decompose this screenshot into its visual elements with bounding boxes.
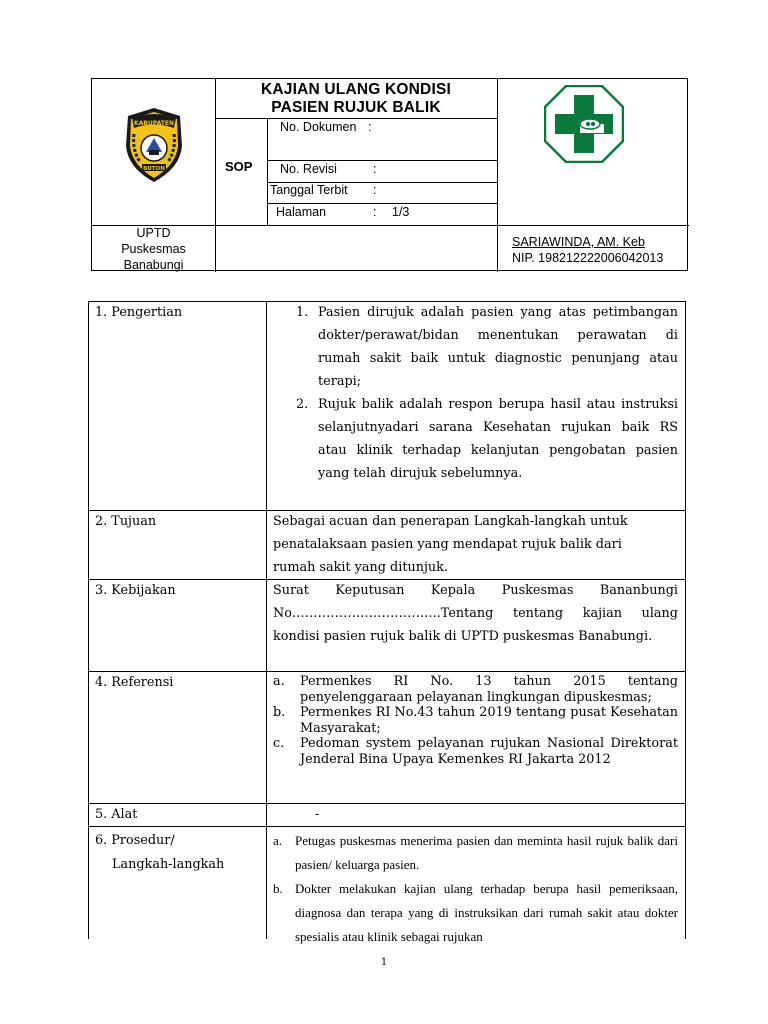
- tujuan-text: Sebagai acuan dan penerapan Langkah-langkah untuk penatalaksaan pasien yang mendapat rujuk balik dari rumah sakit yang ditunjuk.: [273, 514, 628, 575]
- svg-text:KABUPATEN: KABUPATEN: [134, 120, 174, 127]
- org-line-2: Puskesmas: [121, 242, 186, 256]
- list-item: [273, 877, 678, 949]
- label-referensi: 4. Referensi: [95, 675, 174, 690]
- field-sep: :: [368, 120, 372, 134]
- header-divider: [267, 203, 497, 204]
- list-number: 2.: [296, 397, 309, 412]
- puskesmas-logo: [544, 85, 624, 163]
- list-text: Permenkes RI No. 13 tahun 2015 tentang penyelenggaraan pelayanan lingkungan dipuskesmas;: [300, 674, 678, 705]
- list-text: Permenkes RI No.43 tahun 2019 tentang pusat Kesehatan Masyarakat;: [300, 705, 678, 736]
- list-item: [273, 736, 678, 767]
- sop-content-table: [88, 301, 686, 944]
- field-sep: :: [373, 205, 377, 219]
- signer-block: [512, 234, 663, 266]
- content-pengertian: [273, 301, 678, 485]
- field-value-halaman: 1/3: [392, 205, 410, 219]
- list-item: [273, 829, 678, 877]
- label-prosedur-line-1: 6. Prosedur/: [95, 833, 175, 848]
- content-tujuan: [273, 510, 678, 579]
- row-divider: [88, 671, 686, 672]
- list-letter: b.: [273, 881, 283, 896]
- label-tujuan: 2. Tujuan: [95, 514, 157, 529]
- kebijakan-text: Surat Keputusan Kepala Puskesmas Bananbungi No……………………………..Tentang tentang kajian ulang kondisi pasien rujuk balik di UPTD puskesmas Banabungi.: [273, 583, 678, 644]
- list-number: 1.: [296, 305, 309, 320]
- field-label-no-revisi: No. Revisi: [280, 162, 337, 176]
- title-line-2: PASIEN RUJUK BALIK: [271, 99, 441, 116]
- header-divider: [267, 118, 268, 225]
- row-divider: [88, 803, 686, 804]
- organization-name: [92, 225, 215, 273]
- row-divider: [88, 826, 686, 827]
- sop-header-table: [91, 78, 688, 271]
- org-line-1: UPTD: [136, 226, 171, 240]
- label-kebijakan: 3. Kebijakan: [95, 583, 176, 598]
- label-alat: 5. Alat: [95, 807, 138, 822]
- page-number: 1: [380, 957, 388, 968]
- svg-text:BUTON: BUTON: [143, 166, 165, 172]
- header-divider: [215, 118, 497, 119]
- list-letter: c.: [273, 736, 285, 751]
- alat-value: -: [315, 807, 320, 822]
- list-text: Pedoman system pelayanan rujukan Nasional Direktorat Jenderal Bina Upaya Kemenkes RI Jakarta 2012: [300, 736, 678, 767]
- field-sep: :: [373, 183, 377, 197]
- list-item: [273, 674, 678, 705]
- column-divider: [266, 301, 267, 939]
- document-title: [216, 81, 496, 117]
- content-referensi: [273, 674, 678, 767]
- field-label-no-dokumen: No. Dokumen: [280, 120, 357, 134]
- list-text: Petugas puskesmas menerima pasien dan meminta hasil rujuk balik dari pasien/ keluarga pasien.: [295, 833, 678, 872]
- label-prosedur: [95, 829, 224, 877]
- list-letter: b.: [273, 705, 286, 720]
- list-item: [273, 301, 678, 393]
- field-label-tanggal-terbit: Tanggal Terbit: [270, 183, 348, 197]
- list-text: Dokter melakukan kajian ulang terhadap berupa hasil pemeriksaan, diagnosa dan terapa yang di instruksikan dari rumah sakit atau dokter spesialis atau klinik sebagai rujukan: [295, 881, 678, 944]
- signer-nip: NIP. 198212222006042013: [512, 251, 664, 265]
- kabupaten-buton-logo: [120, 106, 188, 184]
- header-divider: [497, 79, 498, 272]
- field-label-halaman: Halaman: [276, 205, 327, 219]
- list-text: Pasien dirujuk adalah pasien yang atas petimbangan dokter/perawat/bidan menentukan perawatan di rumah sakit baik untuk diagnostic penunjang atau terapi;: [318, 305, 678, 389]
- label-prosedur-line-2: Langkah-langkah: [112, 857, 225, 872]
- sop-label: SOP: [225, 159, 253, 174]
- field-sep: :: [373, 162, 377, 176]
- list-letter: a.: [273, 833, 283, 848]
- list-letter: a.: [273, 674, 285, 689]
- list-item: [273, 393, 678, 485]
- signer-name: SARIAWINDA, AM. Keb: [512, 235, 645, 249]
- title-line-1: KAJIAN ULANG KONDISI: [260, 81, 451, 98]
- list-text: Rujuk balik adalah respon berupa hasil atau instruksi selanjutnyadari sarana Kesehatan rujukan baik RS atau klinik terhadap kelanjutan pengobatan pasien yang telah dirujuk sebelumnya.: [318, 397, 678, 481]
- header-divider: [267, 160, 497, 161]
- org-line-3: Banabungi: [123, 258, 184, 272]
- list-item: [273, 705, 678, 736]
- label-pengertian: 1. Pengertian: [95, 305, 183, 320]
- content-prosedur: [273, 829, 678, 949]
